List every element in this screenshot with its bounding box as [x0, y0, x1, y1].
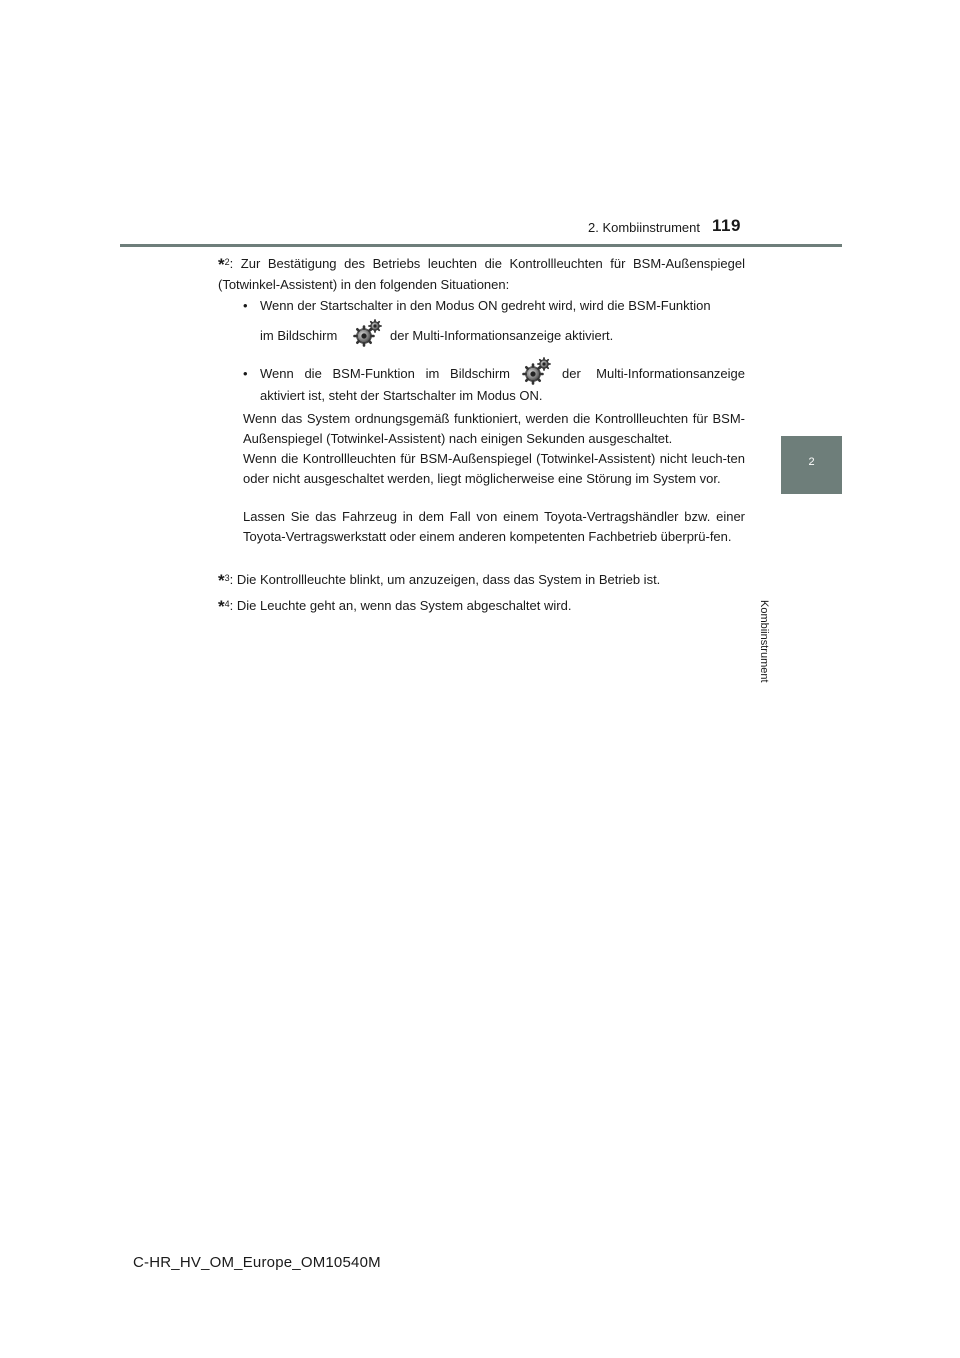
- settings-gears-icon: [351, 318, 383, 348]
- header-divider: [120, 244, 842, 247]
- document-code: C-HR_HV_OM_Europe_OM10540M: [133, 1254, 381, 1271]
- bullet-2-line-1-end: [562, 364, 745, 384]
- footnote-marker: *: [218, 571, 225, 590]
- bullet-2-line-1-start: [260, 364, 510, 384]
- footnote-4: [218, 594, 745, 617]
- page-number: 119: [712, 216, 741, 235]
- footnote-number: 4: [224, 599, 230, 609]
- footnote-2: [218, 252, 745, 295]
- paragraph-normal-function: Wenn das System ordnungsgemäß funktioniert, werden die Kontrollleuchten für BSM-Außenspiegel (Totwinkel-Assistent) nach einigen Sekunden ausgeschaltet.: [243, 411, 745, 446]
- bullet-symbol: •: [243, 298, 248, 313]
- settings-gears-icon: [520, 356, 552, 386]
- paragraph-malfunction: Wenn die Kontrollleuchten für BSM-Außenspiegel (Totwinkel-Assistent) nicht leuch-ten oder nicht ausgeschaltet werden, liegt möglicherweise eine Störung im System vor.: [243, 451, 745, 486]
- footnote-marker: *: [218, 255, 225, 274]
- footnote-3: [218, 568, 745, 591]
- footnote-number: 3: [224, 573, 230, 583]
- bullet-1-line-2-end: der Multi-Informationsanzeige aktiviert.: [390, 328, 614, 343]
- bullet-1-line-2-start: im Bildschirm: [260, 328, 338, 343]
- bullet-2-text-end: der Multi-Informationsanzeige: [562, 366, 745, 381]
- chapter-number: 2: [808, 456, 815, 468]
- footnote-marker: *: [218, 597, 225, 616]
- footnote-text: : Zur Bestätigung des Betriebs leuchten die Kontrollleuchten für BSM-Außenspiegel (Totwinkel-Assistent) in den folgenden Situationen:: [218, 256, 745, 292]
- chapter-label: Kombiinstrument: [758, 600, 770, 683]
- paragraph-dealer-check: Lassen Sie das Fahrzeug in dem Fall von einem Toyota-Vertragshändler bzw. einer Toyota-Vertragswerkstatt oder einem anderen kompetenten Fachbetrieb überprü-fen.: [243, 509, 745, 544]
- section-title: 2. Kombiinstrument: [588, 220, 700, 235]
- footnote-text: : Die Kontrollleuchte blinkt, um anzuzeigen, dass das System in Betrieb ist.: [229, 572, 661, 587]
- footnote-number: 2: [224, 257, 230, 267]
- bullet-1-line-1: Wenn der Startschalter in den Modus ON gedreht wird, wird die BSM-Funktion: [260, 298, 711, 313]
- footnote-text: : Die Leuchte geht an, wenn das System abgeschaltet wird.: [229, 598, 572, 613]
- chapter-tab: [781, 436, 842, 494]
- bullet-2-line-2: aktiviert ist, steht der Startschalter im Modus ON.: [260, 388, 543, 403]
- bullet-2-text-start: Wenn die BSM-Funktion im Bildschirm: [260, 366, 510, 381]
- bullet-symbol: •: [243, 366, 248, 381]
